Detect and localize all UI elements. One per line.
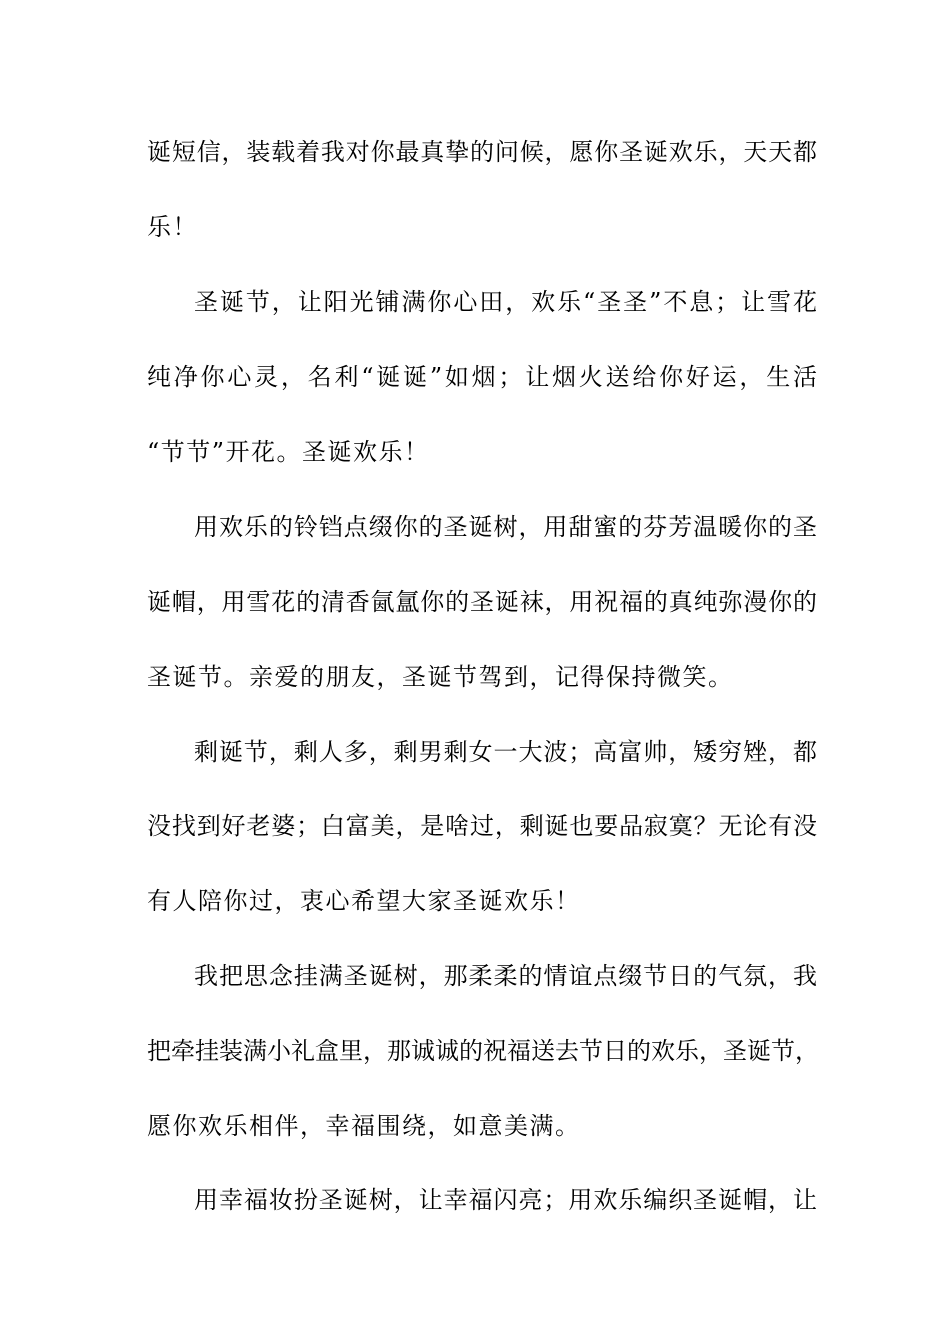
paragraph-3-line-1: 用欢乐的铃铛点缀你的圣诞树，用甜蜜的芬芳温暖你的圣 — [194, 513, 817, 541]
paragraph-5-line-2: 把牵挂装满小礼盒里，那诚诚的祝福送去节日的欢乐，圣诞节， — [147, 1037, 819, 1065]
paragraph-3-line-2: 诞帽，用雪花的清香氤氲你的圣诞袜，用祝福的真纯弥漫你的 — [147, 588, 817, 616]
paragraph-2-line-3: “节节”开花。圣诞欢乐！ — [147, 438, 430, 466]
paragraph-4-line-1: 剩诞节，剩人多，剩男剩女一大波；高富帅，矮穷矬，都 — [194, 738, 817, 766]
paragraph-5-line-1: 我把思念挂满圣诞树，那柔柔的情谊点缀节日的气氛，我 — [194, 962, 817, 990]
text-line-1: 诞短信，装载着我对你最真挚的问候，愿你圣诞欢乐，天天都 — [147, 138, 817, 166]
paragraph-5-line-3: 愿你欢乐相伴，幸福围绕，如意美满。 — [147, 1112, 581, 1140]
paragraph-3-line-3: 圣诞节。亲爱的朋友，圣诞节驾到，记得保持微笑。 — [147, 663, 734, 691]
paragraph-4-line-2: 没找到好老婆；白富美，是啥过，剩诞也要品寂寞？无论有没 — [147, 812, 817, 840]
paragraph-4-line-3: 有人陪你过，衷心希望大家圣诞欢乐！ — [147, 887, 581, 915]
paragraph-6-line-1: 用幸福妆扮圣诞树，让幸福闪亮；用欢乐编织圣诞帽，让 — [194, 1186, 817, 1214]
text-line-2: 乐！ — [147, 213, 198, 241]
paragraph-2-line-2: 纯净你心灵，名利“诞诞”如烟；让烟火送给你好运，生活 — [147, 363, 817, 391]
paragraph-2-line-1: 圣诞节，让阳光铺满你心田，欢乐“圣圣”不息；让雪花 — [194, 288, 817, 316]
